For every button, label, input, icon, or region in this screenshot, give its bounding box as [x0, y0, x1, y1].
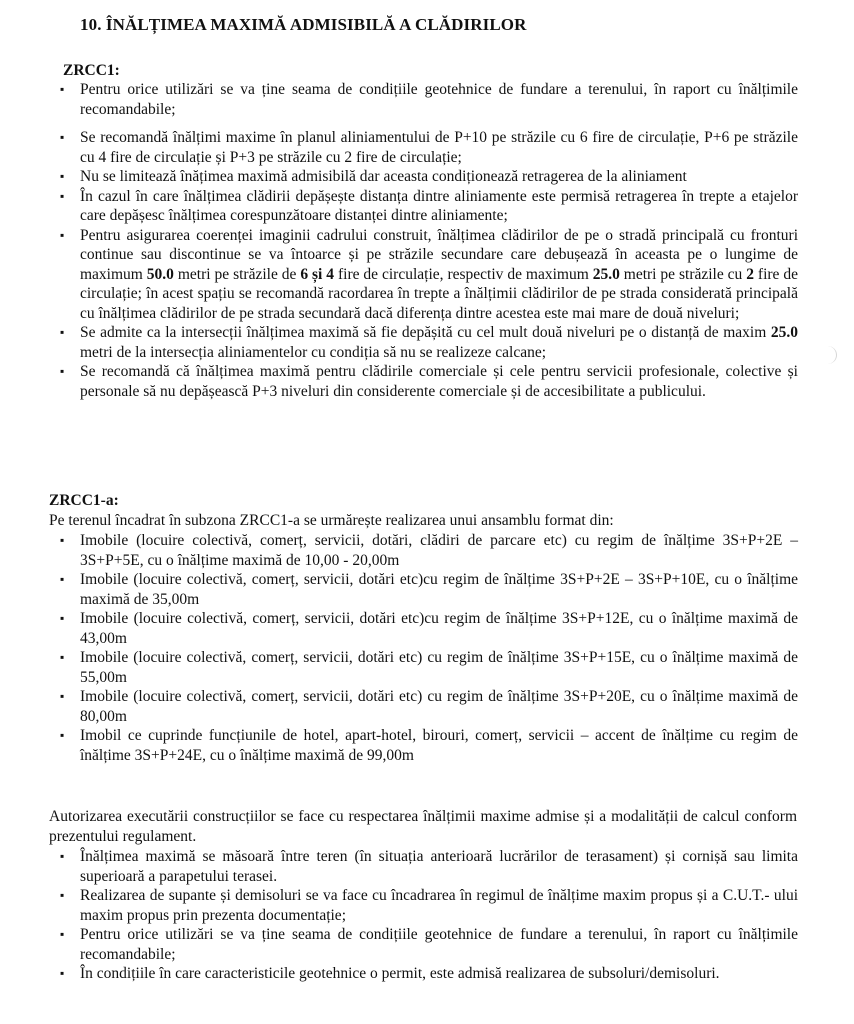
list-item: ▪ În cazul în care înălțimea clădirii depășește distanța dintre aliniamente este permisă retragerea în trepte a etajelor care depășesc înălțimea corespunzătoare distanței dintre aliniamente;: [60, 187, 798, 224]
bullet-icon: ▪: [60, 728, 65, 742]
list-item: ▪ Înălțimea maximă se măsoară între teren (în situația anterioară lucrărilor de terasament) și cornișă sau limita superioară a parapetului terasei.: [60, 848, 798, 885]
list-item: ▪ Imobil ce cuprinde funcțiunile de hotel, apart-hotel, birouri, comerț, servicii – accent de înălțime cu regim de înălțime 3S+P+24E, cu o înălțime maximă de 99,00m: [60, 727, 798, 764]
page-title: 10. ÎNĂLȚIMEA MAXIMĂ ADMISIBILĂ A CLĂDIRILOR: [80, 15, 527, 34]
list-item: ▪ Pentru orice utilizări se va ține seama de condițiile geotehnice de fundare a terenului, în raport cu înălțimile recomandabile;: [60, 926, 798, 963]
bullet-icon: ▪: [60, 849, 65, 863]
bullet-icon: ▪: [60, 611, 65, 625]
list-item: ▪ Imobile (locuire colectivă, comerț, servicii, dotări etc)cu regim de înălțime 3S+P+2E – 3S+P+10E, cu o înălțime maximă de 35,00m: [60, 571, 798, 608]
zrcc1-a-intro: Pe terenul încadrat în subzona ZRCC1-a se urmărește realizarea unui ansamblu format din:: [49, 512, 614, 529]
bullet-icon: ▪: [60, 572, 65, 586]
list-item: ▪ Se recomandă că înălțimea maximă pentru clădirile comerciale și cele pentru servicii profesionale, colective și personale să nu depășească P+3 niveluri din considerente comerciale și de accesibilitate a publicului.: [60, 363, 798, 400]
list-item: ▪ În condițiile în care caracteristicile geotehnice o permit, este admisă realizarea de subsoluri/demisoluri.: [60, 965, 720, 982]
zrcc1-a-list: [60, 531, 798, 765]
list-item: ▪ Pentru orice utilizări se va ține seama de condițiile geotehnice de fundare a terenului, în raport cu înălțimile recomandabile;: [60, 81, 798, 118]
list-item: ▪ Imobile (locuire colectivă, comerț, servicii, dotări etc) cu regim de înălțime 3S+P+15E, cu o înălțime maximă de 55,00m: [60, 649, 798, 686]
bullet-icon: ▪: [60, 364, 65, 378]
list-item: ▪ Imobile (locuire colectivă, comerț, servicii, dotări etc)cu regim de înălțime 3S+P+12E, cu o înălțime maximă de 43,00m: [60, 610, 798, 647]
section-heading-zrcc1: ZRCC1:: [63, 62, 120, 79]
bullet-icon: ▪: [60, 130, 65, 144]
list-item: ▪ Imobile (locuire colectivă, comerț, servicii, dotări etc) cu regim de înălțime 3S+P+20E, cu o înălțime maximă de 80,00m: [60, 688, 798, 725]
section-heading-zrcc1-a: ZRCC1-a:: [49, 492, 119, 509]
bullet-icon: ▪: [60, 689, 65, 703]
bullet-icon: ▪: [60, 966, 65, 980]
bullet-icon: ▪: [60, 888, 65, 902]
list-item: ▪ Pentru asigurarea coerenței imaginii cadrului construit, înălțimea clădirilor de pe o stradă principală cu fronturi continue sau discontinue se va întoarce și pe străzile secundare care debușează în aceasta pe o lungime de maximum 50.0 metri pe străzile de 6 și 4 fire de circulație, respectiv de maximum 25.0 metri pe străzile cu 2 fire de circulație; în acest spațiu se recomandă racordarea în trepte a înălțimii clădirilor de pe strada considerată principală cu înălțimea clădirilor de pe strada secundară dacă diferența dintre acestea este mai mare de două niveluri;: [60, 226, 798, 322]
bullet-icon: ▪: [60, 325, 65, 339]
bullet-icon: ▪: [60, 927, 65, 941]
authorization-list: [60, 847, 798, 984]
bullet-icon: ▪: [60, 169, 65, 183]
bullet-icon: ▪: [60, 533, 65, 547]
scan-margin-mark: [818, 346, 837, 364]
list-item: ▪ Imobile (locuire colectivă, comerț, servicii, dotări, clădiri de parcare etc) cu regim de înălțime 3S+P+2E – 3S+P+5E, cu o înălțime maximă de 10,00 - 20,00m: [60, 532, 798, 569]
bullet-icon: ▪: [60, 650, 65, 664]
list-item: ▪ Nu se limitează înățimea maximă admisibilă dar aceasta condiționează retragerea de la aliniament: [60, 168, 687, 185]
bullet-icon: ▪: [60, 82, 65, 96]
list-item: ▪ Se recomandă înălțimi maxime în planul aliniamentului de P+10 pe străzile cu 6 fire de circulație, P+6 pe străzile cu 4 fire de circulație și P+3 pe străzile cu 2 fire de circulație;: [60, 129, 798, 166]
bullet-icon: ▪: [60, 188, 65, 203]
bullet-icon: ▪: [60, 227, 65, 242]
zrcc1-list: [60, 80, 798, 401]
list-item: ▪ Realizarea de supante și demisoluri se va face cu încadrarea în regimul de înălțime maxim propus și a C.U.T.- ului maxim propus prin prezenta documentație;: [60, 887, 798, 924]
authorization-intro: Autorizarea executării construcțiilor se face cu respectarea înălțimii maxime admise și a modalității de calcul conform prezentului regulament.: [49, 808, 797, 845]
list-item: ▪ Se admite ca la intersecții înălțimea maximă să fie depășită cu cel mult două niveluri pe o distanță de maxim 25.0 metri de la intersecția aliniamentelor cu condiția să nu se realizeze calcane;: [60, 324, 798, 361]
